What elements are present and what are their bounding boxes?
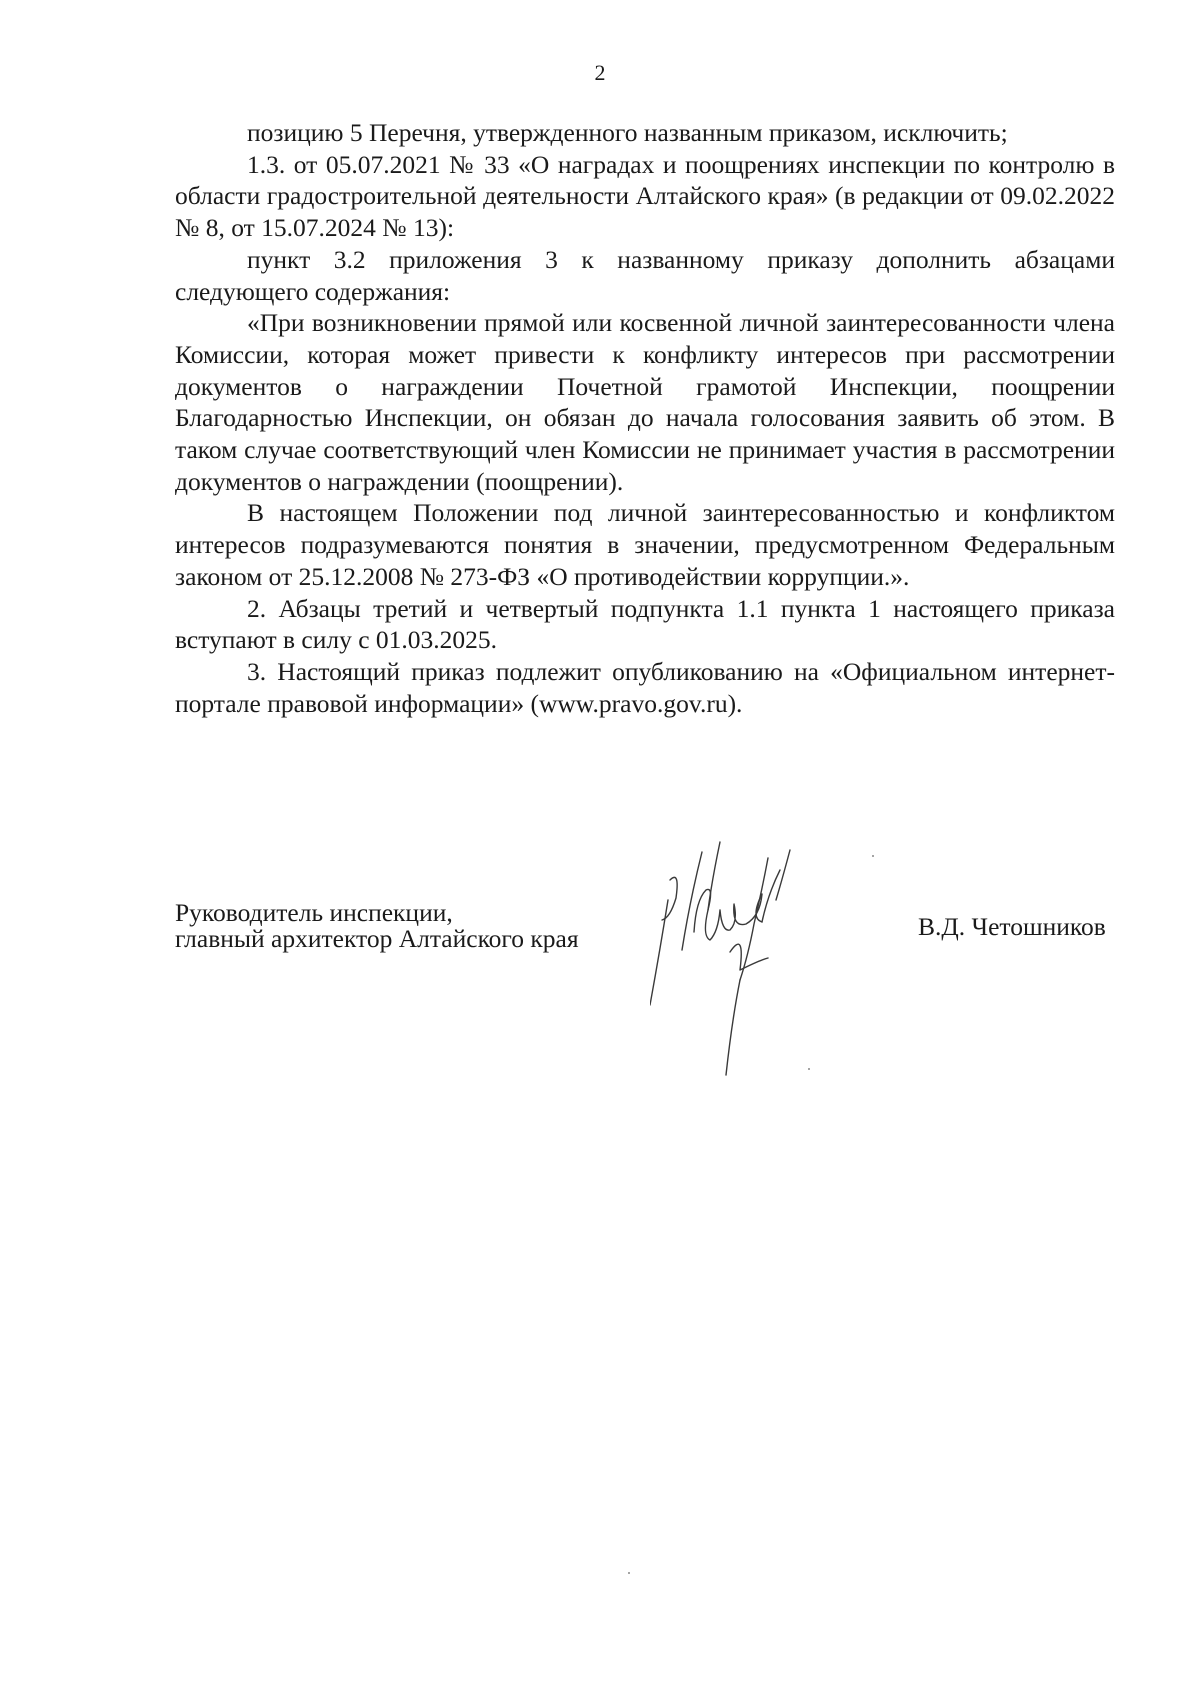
scan-artifact: [872, 855, 874, 857]
position-line-2: главный архитектор Алтайского края: [175, 924, 579, 953]
paragraph-exclusion: позицию 5 Перечня, утвержденного названным приказом, исключить;: [247, 118, 1008, 147]
page-number: 2: [594, 60, 606, 85]
paragraph-effective-date: 2. Абзацы третий и четвертый подпункта 1.1 пункта 1 настоящего приказа вступают в силу с 01.03.2025.: [175, 593, 1115, 655]
handwritten-signature: [650, 840, 890, 1080]
paragraph-order-1-3: 1.3. от 05.07.2021 № 33 «О наградах и поощрениях инспекции по контролю в области градостроительной деятельности Алтайского края» (в редакции от 09.02.2022 № 8, от 15.07.2024 № 13):: [175, 149, 1115, 243]
scan-artifact: [628, 1572, 630, 1574]
paragraph-conflict-of-interest: «При возникновении прямой или косвенной личной заинтересованности члена Комиссии, которая может привести к конфликту интересов при рассмотрении документов о награждении Почетной грамотой Инспекции, поощрении Благодарностью Инспекции, он обязан до начала голосования заявить об этом. В таком случае соответствующий член Комиссии не принимает участия в рассмотрении документов о награждении (поощрении).: [175, 308, 1115, 496]
paragraph-publication: 3. Настоящий приказ подлежит опубликованию на «Официальном интернет-портале правовой информации» (www.pravo.gov.ru).: [175, 656, 1115, 718]
signature-position: [175, 900, 579, 952]
paragraph-amendment-intro: пункт 3.2 приложения 3 к названному приказу дополнить абзацами следующего содержания:: [175, 244, 1115, 306]
document-body: [175, 117, 1115, 719]
scan-artifact: [808, 1068, 810, 1070]
position-line-1: Руководитель инспекции,: [175, 898, 453, 927]
paragraph-definition: В настоящем Положении под личной заинтересованностью и конфликтом интересов подразумеваются понятия в значении, предусмотренном Федеральным законом от 25.12.2008 № 273-ФЗ «О противодействии коррупции.».: [175, 498, 1115, 591]
signer-name: В.Д. Четошников: [918, 912, 1106, 941]
